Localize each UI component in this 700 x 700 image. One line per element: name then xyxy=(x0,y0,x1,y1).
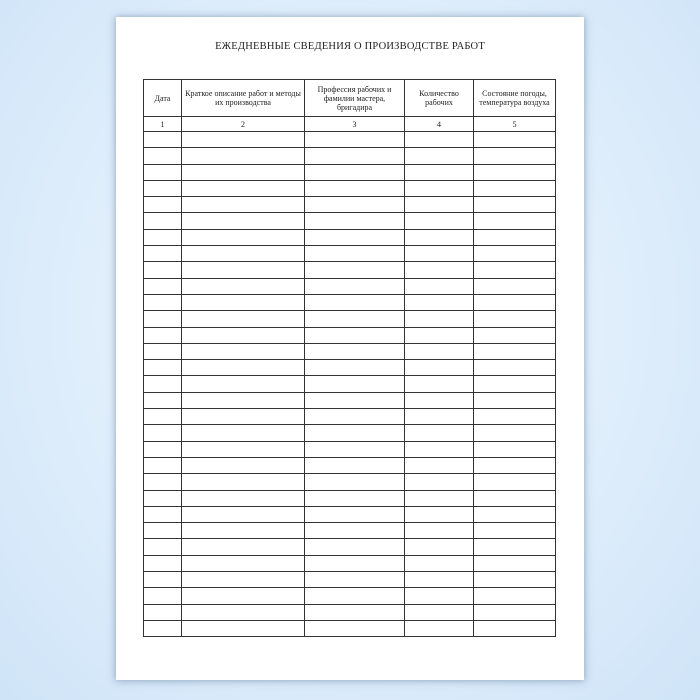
table-cell xyxy=(305,474,405,490)
table-cell xyxy=(182,246,305,262)
table-cell xyxy=(144,213,182,229)
table-row xyxy=(144,555,556,571)
table-cell xyxy=(182,164,305,180)
table-cell xyxy=(144,409,182,425)
table-cell xyxy=(305,457,405,473)
table-row xyxy=(144,425,556,441)
table-cell xyxy=(405,409,474,425)
table-cell xyxy=(405,197,474,213)
table-row xyxy=(144,360,556,376)
table-cell xyxy=(305,311,405,327)
table-cell xyxy=(182,490,305,506)
table-row xyxy=(144,620,556,636)
table-cell xyxy=(305,490,405,506)
table-cell xyxy=(405,588,474,604)
table-cell xyxy=(144,523,182,539)
table-cell xyxy=(405,523,474,539)
table-cell xyxy=(182,457,305,473)
table-cell xyxy=(182,555,305,571)
table-cell xyxy=(474,506,556,522)
table-cell xyxy=(144,311,182,327)
table-cell xyxy=(144,148,182,164)
table-cell xyxy=(144,343,182,359)
table-cell xyxy=(405,490,474,506)
table-cell xyxy=(405,604,474,620)
table-cell xyxy=(405,620,474,636)
document-page xyxy=(116,17,584,680)
table-cell xyxy=(474,392,556,408)
table-cell xyxy=(305,294,405,310)
table-cell xyxy=(305,278,405,294)
table-row xyxy=(144,197,556,213)
table-cell xyxy=(474,588,556,604)
table-cell xyxy=(144,604,182,620)
table-row xyxy=(144,180,556,196)
table-cell xyxy=(305,213,405,229)
table-cell xyxy=(144,457,182,473)
table-cell xyxy=(305,555,405,571)
table-cell xyxy=(182,441,305,457)
table-cell xyxy=(305,604,405,620)
table-cell xyxy=(182,294,305,310)
table-cell xyxy=(305,148,405,164)
table-cell xyxy=(144,490,182,506)
table-cell xyxy=(305,229,405,245)
column-header-weather: Состояние погоды, температура воздуха xyxy=(474,80,556,117)
table-cell xyxy=(405,539,474,555)
table-cell xyxy=(474,213,556,229)
table-cell xyxy=(474,343,556,359)
table-cell xyxy=(474,180,556,196)
table-cell xyxy=(182,132,305,148)
table-cell xyxy=(405,457,474,473)
table-cell xyxy=(182,311,305,327)
table-cell xyxy=(182,229,305,245)
table-cell xyxy=(144,262,182,278)
table-cell xyxy=(474,490,556,506)
column-header-work-description: Краткое описание работ и методы их производства xyxy=(182,80,305,117)
table-cell xyxy=(474,148,556,164)
table-row xyxy=(144,474,556,490)
table-cell xyxy=(144,539,182,555)
table-cell xyxy=(144,588,182,604)
column-number-1: 1 xyxy=(144,117,182,132)
table-cell xyxy=(474,620,556,636)
table-cell xyxy=(182,213,305,229)
table-row xyxy=(144,409,556,425)
table-cell xyxy=(405,262,474,278)
table-cell xyxy=(405,132,474,148)
table-cell xyxy=(144,197,182,213)
table-row xyxy=(144,164,556,180)
table-cell xyxy=(144,229,182,245)
table-cell xyxy=(474,441,556,457)
table-row xyxy=(144,278,556,294)
table-cell xyxy=(305,246,405,262)
table-cell xyxy=(474,409,556,425)
table-cell xyxy=(144,164,182,180)
table-cell xyxy=(474,539,556,555)
table-cell xyxy=(474,457,556,473)
table-cell xyxy=(144,376,182,392)
table-cell xyxy=(405,213,474,229)
document-title: ЕЖЕДНЕВНЫЕ СВЕДЕНИЯ О ПРОИЗВОДСТВЕ РАБОТ xyxy=(215,41,485,52)
table-row xyxy=(144,148,556,164)
table-cell xyxy=(182,148,305,164)
table-row xyxy=(144,294,556,310)
table-cell xyxy=(144,425,182,441)
table-cell xyxy=(474,327,556,343)
table-cell xyxy=(474,229,556,245)
table-cell xyxy=(144,474,182,490)
table-cell xyxy=(305,262,405,278)
table-cell xyxy=(305,132,405,148)
table-cell xyxy=(405,441,474,457)
table-cell xyxy=(182,409,305,425)
table-row xyxy=(144,213,556,229)
table-cell xyxy=(305,539,405,555)
table-cell xyxy=(305,506,405,522)
table-row xyxy=(144,523,556,539)
table-cell xyxy=(144,555,182,571)
table-cell xyxy=(405,148,474,164)
table-row xyxy=(144,229,556,245)
table-cell xyxy=(182,197,305,213)
table-row xyxy=(144,132,556,148)
column-header-worker-count: Количество рабочих xyxy=(405,80,474,117)
table-cell xyxy=(182,604,305,620)
table-row xyxy=(144,327,556,343)
table-cell xyxy=(182,588,305,604)
table-cell xyxy=(474,555,556,571)
table-cell xyxy=(144,572,182,588)
table-cell xyxy=(305,572,405,588)
table-cell xyxy=(405,246,474,262)
table-cell xyxy=(474,311,556,327)
column-number-2: 2 xyxy=(182,117,305,132)
table-row xyxy=(144,311,556,327)
table-cell xyxy=(182,620,305,636)
table-cell xyxy=(305,197,405,213)
table-cell xyxy=(182,180,305,196)
table-cell xyxy=(305,180,405,196)
table-cell xyxy=(405,392,474,408)
table-cell xyxy=(305,392,405,408)
table-cell xyxy=(405,278,474,294)
table-cell xyxy=(144,327,182,343)
table-cell xyxy=(474,572,556,588)
table-cell xyxy=(144,506,182,522)
table-cell xyxy=(305,343,405,359)
table-cell xyxy=(144,246,182,262)
column-number-row xyxy=(144,117,556,132)
table-cell xyxy=(182,392,305,408)
table-cell xyxy=(305,588,405,604)
table-cell xyxy=(182,343,305,359)
table-cell xyxy=(405,425,474,441)
table-cell xyxy=(182,278,305,294)
table-cell xyxy=(405,229,474,245)
table-cell xyxy=(405,343,474,359)
table-cell xyxy=(474,376,556,392)
table-row xyxy=(144,604,556,620)
column-header-profession: Профессия рабочих и фамилии мастера, бригадира xyxy=(305,80,405,117)
table-cell xyxy=(405,376,474,392)
table-cell xyxy=(405,360,474,376)
table-row xyxy=(144,490,556,506)
daily-work-log-table xyxy=(143,79,556,637)
table-cell xyxy=(305,441,405,457)
table-cell xyxy=(144,620,182,636)
table-cell xyxy=(305,409,405,425)
table-cell xyxy=(182,376,305,392)
table-cell xyxy=(305,164,405,180)
table-cell xyxy=(405,572,474,588)
column-number-5: 5 xyxy=(474,117,556,132)
table-cell xyxy=(405,164,474,180)
table-cell xyxy=(474,425,556,441)
table-cell xyxy=(474,164,556,180)
table-cell xyxy=(474,474,556,490)
table-cell xyxy=(182,425,305,441)
table-row xyxy=(144,588,556,604)
table-cell xyxy=(144,278,182,294)
table-cell xyxy=(405,294,474,310)
table-cell xyxy=(182,262,305,278)
table-cell xyxy=(144,360,182,376)
column-number-3: 3 xyxy=(305,117,405,132)
table-cell xyxy=(144,392,182,408)
table-cell xyxy=(474,604,556,620)
table-cell xyxy=(305,425,405,441)
table-cell xyxy=(474,197,556,213)
table-cell xyxy=(305,376,405,392)
table-cell xyxy=(305,360,405,376)
table-row xyxy=(144,262,556,278)
table-row xyxy=(144,506,556,522)
table-row xyxy=(144,376,556,392)
table-cell xyxy=(182,572,305,588)
table-cell xyxy=(405,474,474,490)
table-cell xyxy=(474,523,556,539)
table-cell xyxy=(405,311,474,327)
table-cell xyxy=(182,327,305,343)
table-cell xyxy=(405,327,474,343)
table-cell xyxy=(474,246,556,262)
table-cell xyxy=(405,180,474,196)
table-row xyxy=(144,246,556,262)
table-cell xyxy=(474,262,556,278)
table-cell xyxy=(144,132,182,148)
table-cell xyxy=(474,132,556,148)
table-row xyxy=(144,343,556,359)
table-row xyxy=(144,392,556,408)
table-row xyxy=(144,441,556,457)
table-cell xyxy=(405,506,474,522)
table-row xyxy=(144,572,556,588)
table-cell xyxy=(305,523,405,539)
table-cell xyxy=(182,474,305,490)
table-cell xyxy=(182,539,305,555)
table-cell xyxy=(144,441,182,457)
table-row xyxy=(144,457,556,473)
table-cell xyxy=(182,523,305,539)
column-number-4: 4 xyxy=(405,117,474,132)
column-header-date: Дата xyxy=(144,80,182,117)
table-cell xyxy=(182,506,305,522)
table-cell xyxy=(405,555,474,571)
table-cell xyxy=(474,294,556,310)
table-cell xyxy=(182,360,305,376)
table-row xyxy=(144,539,556,555)
table-cell xyxy=(474,278,556,294)
table-cell xyxy=(474,360,556,376)
table-cell xyxy=(144,294,182,310)
table-cell xyxy=(144,180,182,196)
table-cell xyxy=(305,327,405,343)
table-header-row xyxy=(144,80,556,117)
table-cell xyxy=(305,620,405,636)
